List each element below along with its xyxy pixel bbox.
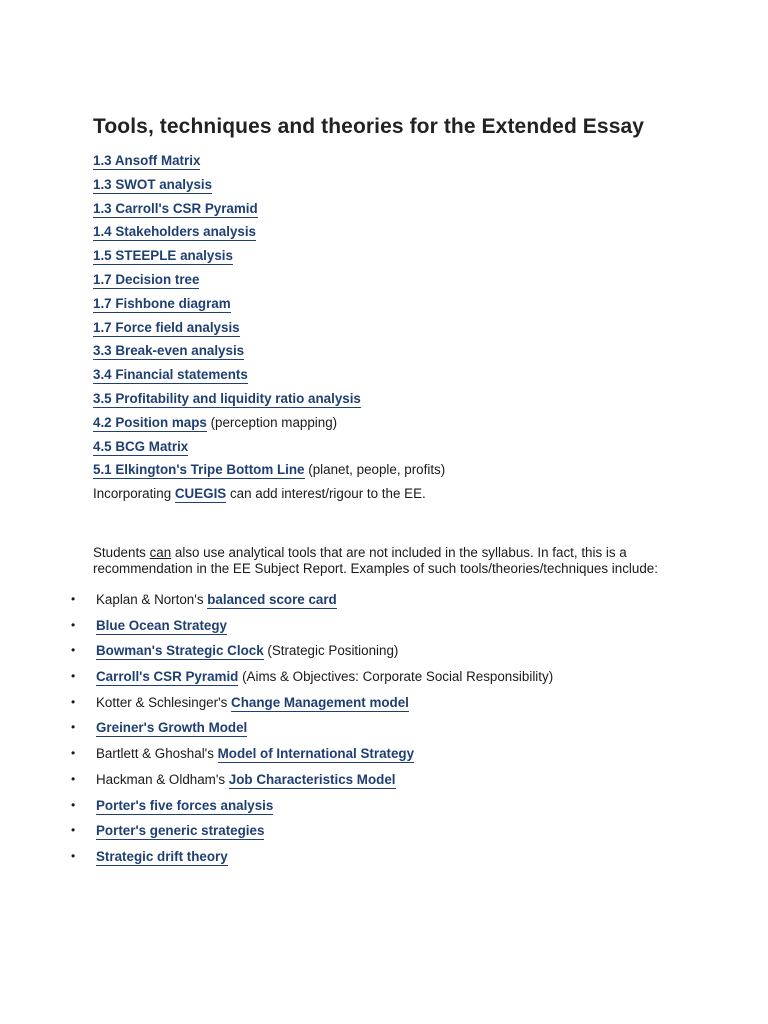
list-item	[0, 793, 768, 819]
list-item-link[interactable]: Strategic drift theory	[96, 848, 228, 864]
bullet-icon: •	[71, 746, 76, 761]
list-item	[0, 690, 768, 716]
paragraph-part1: Students	[93, 545, 150, 560]
tools-bullet-list	[0, 587, 768, 870]
toc-link[interactable]: 1.7 Decision tree	[93, 271, 200, 287]
intro-paragraph	[93, 545, 693, 576]
toc-item	[93, 339, 693, 363]
toc-item	[93, 387, 693, 411]
toc-item	[93, 435, 693, 459]
list-item-link[interactable]: Bowman's Strategic Clock	[96, 643, 264, 659]
list-item-link[interactable]: balanced score card	[207, 592, 337, 607]
bullet-icon: •	[71, 643, 76, 658]
list-item	[0, 587, 768, 613]
list-item-link[interactable]: Porter's generic strategies	[96, 823, 265, 839]
toc-link[interactable]: 1.7 Fishbone diagram	[93, 295, 231, 311]
bullet-icon: •	[71, 823, 76, 838]
toc-link[interactable]: 3.4 Financial statements	[93, 367, 248, 383]
bullet-icon: •	[71, 797, 76, 812]
paragraph-underlined-word: can	[149, 545, 172, 560]
list-item	[0, 664, 768, 690]
list-item-prefix: Kotter & Schlesinger's	[96, 694, 232, 710]
toc-note: (perception mapping)	[206, 414, 338, 430]
toc-item	[93, 411, 693, 435]
list-item	[0, 767, 768, 793]
list-item-link[interactable]: Model of International Strategy	[217, 746, 415, 762]
toc-link[interactable]: 4.5 BCG Matrix	[93, 438, 189, 454]
bullet-icon: •	[71, 771, 76, 786]
list-item-note: (Strategic Positioning)	[263, 643, 399, 659]
bullet-icon: •	[71, 848, 76, 863]
list-item-prefix: Hackman & Oldham's	[96, 771, 229, 787]
list-item-link[interactable]: Job Characteristics Model	[228, 771, 396, 787]
list-item-link[interactable]: Porter's five forces analysis	[96, 797, 274, 813]
paragraph-part2: also use analytical tools that are not included in the syllabus. In fact, this is a recommendation in the EE Subject Report. Examples of such tools/theories/techniques include:	[93, 545, 658, 576]
bullet-icon: •	[71, 720, 76, 735]
toc-link[interactable]: 4.2 Position maps	[93, 414, 207, 430]
bullet-icon: •	[71, 617, 76, 632]
list-item	[0, 613, 768, 639]
toc-item	[93, 458, 693, 482]
toc-link[interactable]: 1.3 Ansoff Matrix	[93, 153, 201, 168]
toc-item	[93, 197, 693, 221]
toc-item	[93, 363, 693, 387]
document-body	[93, 114, 693, 506]
list-item-prefix: Kaplan & Norton's	[96, 592, 208, 607]
toc-item	[93, 244, 693, 268]
toc-note: (planet, people, profits)	[304, 462, 446, 478]
list-item	[0, 818, 768, 844]
list-item	[0, 741, 768, 767]
cuegis-suffix: can add interest/rigour to the EE.	[226, 486, 426, 502]
toc-link[interactable]: 1.7 Force field analysis	[93, 319, 240, 335]
list-item	[0, 638, 768, 664]
toc-link[interactable]: 1.5 STEEPLE analysis	[93, 248, 233, 264]
toc-link[interactable]: 1.3 Carroll's CSR Pyramid	[93, 200, 258, 216]
toc-item	[93, 173, 693, 197]
cuegis-prefix: Incorporating	[93, 486, 175, 502]
toc-link[interactable]: 5.1 Elkington's Tripe Bottom Line	[93, 462, 305, 478]
list-item-link[interactable]: Change Management model	[231, 694, 409, 710]
toc-item	[93, 316, 693, 340]
cuegis-link[interactable]: CUEGIS	[174, 486, 227, 502]
toc-item	[93, 292, 693, 316]
toc-link[interactable]: 1.3 SWOT analysis	[93, 176, 213, 192]
page-title: Tools, techniques and theories for the Extended Essay	[93, 115, 645, 138]
toc-link[interactable]: 3.5 Profitability and liquidity ratio analysis	[93, 390, 361, 406]
toc-item	[93, 220, 693, 244]
bullet-icon: •	[71, 694, 76, 709]
list-item-link[interactable]: Blue Ocean Strategy	[96, 617, 227, 633]
list-item-link[interactable]: Greiner's Growth Model	[96, 720, 248, 736]
toc-link[interactable]: 3.3 Break-even analysis	[93, 343, 245, 359]
cuegis-line	[93, 482, 693, 506]
toc-item	[93, 149, 693, 173]
list-item-prefix: Bartlett & Ghoshal's	[96, 746, 218, 762]
list-item-note: (Aims & Objectives: Corporate Social Responsibility)	[238, 669, 554, 685]
list-item	[0, 715, 768, 741]
toc-item	[93, 268, 693, 292]
bullet-icon: •	[71, 592, 76, 606]
list-item	[0, 844, 768, 870]
bullet-icon: •	[71, 669, 76, 684]
topic-link-list	[93, 149, 693, 482]
list-item-link[interactable]: Carroll's CSR Pyramid	[96, 669, 239, 685]
toc-link[interactable]: 1.4 Stakeholders analysis	[93, 224, 257, 240]
